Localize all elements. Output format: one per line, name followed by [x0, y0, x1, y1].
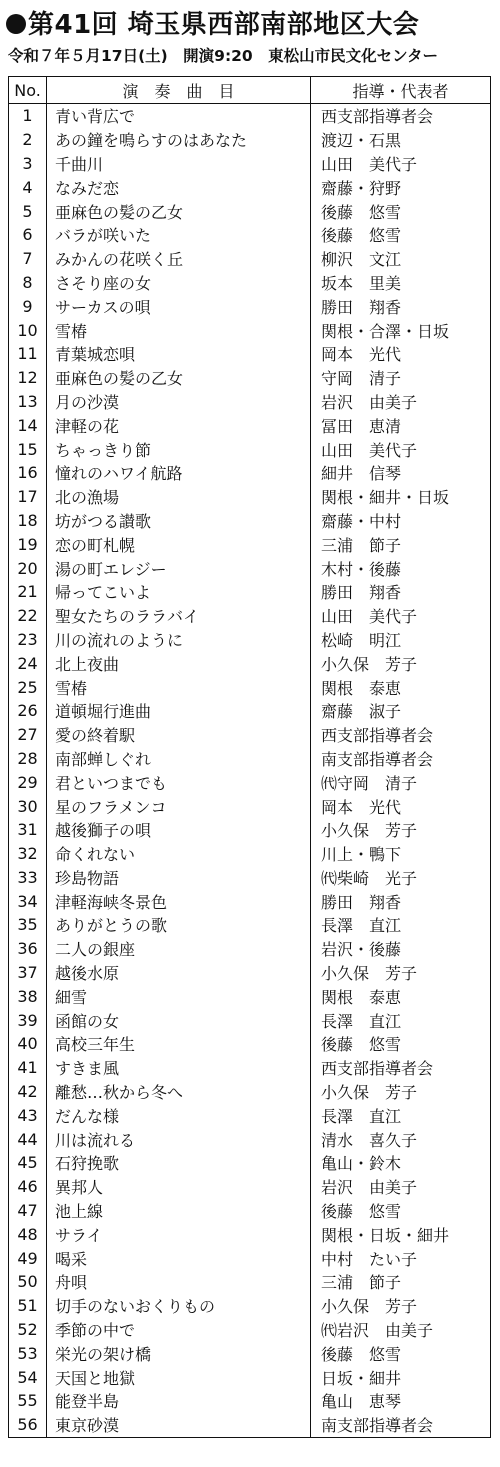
row-number: 16 [9, 461, 47, 485]
row-number: 19 [9, 532, 47, 556]
row-song-title: なみだ恋 [47, 175, 311, 199]
table-row [9, 1008, 491, 1032]
row-leader: 山田 美代子 [321, 607, 418, 627]
row-leader: 木村・後藤 [321, 559, 402, 579]
row-leader: 後藤 悠雪 [321, 226, 402, 246]
row-number: 31 [9, 818, 47, 842]
row-song-title: 二人の銀座 [47, 937, 311, 961]
row-leader: 松崎 明江 [321, 630, 402, 650]
row-song-title: 珍島物語 [47, 866, 311, 890]
row-song-title: すきま風 [47, 1056, 311, 1080]
row-number: 55 [9, 1389, 47, 1413]
row-number: 17 [9, 485, 47, 509]
row-song-title: サーカスの唄 [47, 294, 311, 318]
row-number: 39 [9, 1008, 47, 1032]
row-number: 18 [9, 509, 47, 533]
row-leader: 齋藤 淑子 [321, 702, 402, 722]
row-song-title: 川は流れる [47, 1127, 311, 1151]
row-leader: 山田 美代子 [321, 154, 418, 174]
row-number: 46 [9, 1175, 47, 1199]
row-number: 36 [9, 937, 47, 961]
table-row [9, 1365, 491, 1389]
row-leader: 山田 美代子 [321, 440, 418, 460]
page-title [6, 4, 419, 41]
table-row [9, 104, 491, 128]
row-leader: 清水 喜久子 [321, 1130, 418, 1150]
row-song-title: 雪椿 [47, 675, 311, 699]
table-row [9, 318, 491, 342]
row-song-title: 川の流れのように [47, 628, 311, 652]
table-row [9, 770, 491, 794]
row-leader: 関根・日坂・細井 [321, 1225, 450, 1245]
row-song-title: 函館の女 [47, 1008, 311, 1032]
row-number: 32 [9, 842, 47, 866]
table-row [9, 1389, 491, 1413]
row-leader: 勝田 翔香 [321, 892, 402, 912]
row-leader: 守岡 清子 [321, 369, 402, 389]
row-leader: 関根・合澤・日坂 [321, 321, 450, 341]
row-leader: 岩沢 由美子 [321, 392, 418, 412]
row-song-title: さそり座の女 [47, 271, 311, 295]
row-leader: 長澤 直江 [321, 916, 402, 936]
row-song-title: 命くれない [47, 842, 311, 866]
row-number: 20 [9, 556, 47, 580]
row-number: 13 [9, 390, 47, 414]
row-song-title: 津軽の花 [47, 413, 311, 437]
row-number: 51 [9, 1294, 47, 1318]
row-song-title: 栄光の架け橋 [47, 1341, 311, 1365]
row-song-title: 道頓堀行進曲 [47, 699, 311, 723]
row-leader: 西支部指導者会 [321, 1059, 434, 1079]
table-row [9, 723, 491, 747]
row-number: 47 [9, 1199, 47, 1223]
table-row [9, 128, 491, 152]
row-number: 10 [9, 318, 47, 342]
row-number: 14 [9, 413, 47, 437]
row-song-title: 細雪 [47, 984, 311, 1008]
row-leader: 後藤 悠雪 [321, 202, 402, 222]
row-leader: 後藤 悠雪 [321, 1344, 402, 1364]
row-leader: 後藤 悠雪 [321, 1035, 402, 1055]
row-song-title: 愛の終着駅 [47, 723, 311, 747]
row-leader: 細井 信琴 [321, 464, 402, 484]
row-leader: 齋藤・中村 [321, 511, 402, 531]
row-number: 23 [9, 628, 47, 652]
row-song-title: 亜麻色の髪の乙女 [47, 366, 311, 390]
row-song-title: 池上線 [47, 1199, 311, 1223]
row-leader: 南支部指導者会 [321, 1416, 434, 1436]
table-row [9, 1246, 491, 1270]
row-leader: 川上・鴨下 [321, 845, 402, 865]
row-song-title: 月の沙漠 [47, 390, 311, 414]
row-number: 37 [9, 961, 47, 985]
row-song-title: みかんの花咲く丘 [47, 247, 311, 271]
event-start-time: 開演9:20 [183, 47, 253, 65]
row-song-title: 津軽海峡冬景色 [47, 889, 311, 913]
program-table-body [9, 104, 491, 1438]
row-number: 12 [9, 366, 47, 390]
table-row [9, 509, 491, 533]
row-song-title: 星のフラメンコ [47, 794, 311, 818]
table-row [9, 866, 491, 890]
row-song-title: 季節の中で [47, 1318, 311, 1342]
row-leader: 柳沢 文江 [321, 250, 402, 270]
row-song-title: 石狩挽歌 [47, 1151, 311, 1175]
row-song-title: 越後獅子の唄 [47, 818, 311, 842]
row-leader: 三浦 節子 [321, 535, 402, 555]
table-row [9, 1103, 491, 1127]
table-row [9, 461, 491, 485]
row-leader: 岡本 光代 [321, 797, 402, 817]
row-number: 24 [9, 651, 47, 675]
table-row [9, 294, 491, 318]
table-row [9, 413, 491, 437]
row-leader: 日坂・細井 [321, 1368, 402, 1388]
column-header-number: No. [9, 77, 47, 104]
table-row [9, 1318, 491, 1342]
row-leader: 岩沢・後藤 [321, 940, 402, 960]
row-song-title: 湯の町エレジー [47, 556, 311, 580]
row-number: 4 [9, 175, 47, 199]
row-song-title: 千曲川 [47, 152, 311, 176]
event-venue: 東松山市民文化センター [268, 47, 439, 65]
row-number: 43 [9, 1103, 47, 1127]
table-row [9, 937, 491, 961]
table-row [9, 913, 491, 937]
row-leader: 西支部指導者会 [321, 726, 434, 746]
table-row [9, 437, 491, 461]
table-row [9, 223, 491, 247]
row-song-title: 憧れのハワイ航路 [47, 461, 311, 485]
row-leader: 岩沢 由美子 [321, 1178, 418, 1198]
row-song-title: 北上夜曲 [47, 651, 311, 675]
row-number: 54 [9, 1365, 47, 1389]
table-row [9, 580, 491, 604]
row-number: 33 [9, 866, 47, 890]
bullet-icon [6, 14, 26, 34]
table-row [9, 342, 491, 366]
table-row [9, 889, 491, 913]
row-leader: 長澤 直江 [321, 1106, 402, 1126]
row-leader: 南支部指導者会 [321, 749, 434, 769]
table-row [9, 175, 491, 199]
row-number: 48 [9, 1222, 47, 1246]
row-number: 49 [9, 1246, 47, 1270]
table-row [9, 961, 491, 985]
row-song-title: ちゃっきり節 [47, 437, 311, 461]
row-number: 8 [9, 271, 47, 295]
row-song-title: 喝采 [47, 1246, 311, 1270]
table-row [9, 532, 491, 556]
row-leader: 亀山 恵琴 [321, 1392, 402, 1412]
row-number: 5 [9, 199, 47, 223]
table-row [9, 1080, 491, 1104]
table-row [9, 390, 491, 414]
row-song-title: 帰ってこいよ [47, 580, 311, 604]
row-song-title: 能登半島 [47, 1389, 311, 1413]
row-number: 34 [9, 889, 47, 913]
table-row [9, 1270, 491, 1294]
column-header-song: 演 奏 曲 目 [47, 77, 311, 104]
row-number: 3 [9, 152, 47, 176]
row-song-title: 恋の町札幌 [47, 532, 311, 556]
row-leader: 小久保 芳子 [321, 1297, 418, 1317]
table-row [9, 1413, 491, 1437]
table-row [9, 366, 491, 390]
event-date: 令和７年５月17日(土) [8, 47, 168, 65]
table-row [9, 1294, 491, 1318]
row-number: 26 [9, 699, 47, 723]
row-number: 1 [9, 104, 47, 128]
table-row [9, 271, 491, 295]
row-song-title: バラが咲いた [47, 223, 311, 247]
row-song-title: 坊がつる讃歌 [47, 509, 311, 533]
table-row [9, 794, 491, 818]
row-number: 21 [9, 580, 47, 604]
program-table [8, 76, 491, 1438]
row-song-title: 舟唄 [47, 1270, 311, 1294]
row-leader: 西支部指導者会 [321, 107, 434, 127]
row-song-title: 青葉城恋唄 [47, 342, 311, 366]
table-row [9, 1032, 491, 1056]
table-row [9, 628, 491, 652]
event-info [8, 44, 448, 66]
row-song-title: 聖女たちのララバイ [47, 604, 311, 628]
row-number: 15 [9, 437, 47, 461]
row-song-title: 北の漁場 [47, 485, 311, 509]
table-row [9, 556, 491, 580]
table-row [9, 699, 491, 723]
column-header-leader: 指導・代表者 [311, 77, 491, 104]
row-song-title: 青い背広で [47, 104, 311, 128]
table-row [9, 747, 491, 771]
row-number: 9 [9, 294, 47, 318]
row-song-title: 南部蝉しぐれ [47, 747, 311, 771]
row-leader: 勝田 翔香 [321, 297, 402, 317]
row-leader: 渡辺・石黒 [321, 131, 402, 151]
row-leader: 小久保 芳子 [321, 1083, 418, 1103]
row-leader: 関根 泰恵 [321, 678, 402, 698]
table-row [9, 485, 491, 509]
table-row [9, 1127, 491, 1151]
row-number: 40 [9, 1032, 47, 1056]
row-leader: 関根 泰恵 [321, 987, 402, 1007]
row-number: 35 [9, 913, 47, 937]
table-row [9, 247, 491, 271]
row-leader: 三浦 節子 [321, 1273, 402, 1293]
row-number: 27 [9, 723, 47, 747]
table-header-row [9, 77, 491, 104]
row-song-title: 亜麻色の髪の乙女 [47, 199, 311, 223]
table-row [9, 604, 491, 628]
row-song-title: 越後水原 [47, 961, 311, 985]
title-text: 第41回 埼玉県西部南部地区大会 [28, 10, 420, 40]
table-row [9, 199, 491, 223]
row-song-title: だんな様 [47, 1103, 311, 1127]
table-row [9, 842, 491, 866]
row-song-title: 天国と地獄 [47, 1365, 311, 1389]
row-song-title: ありがとうの歌 [47, 913, 311, 937]
row-song-title: あの鐘を鳴らすのはあなた [47, 128, 311, 152]
table-row [9, 1056, 491, 1080]
table-row [9, 651, 491, 675]
row-song-title: 異邦人 [47, 1175, 311, 1199]
row-number: 22 [9, 604, 47, 628]
row-song-title: 君といつまでも [47, 770, 311, 794]
row-leader: 小久保 芳子 [321, 964, 418, 984]
row-leader: ㈹柴崎 光子 [321, 868, 418, 888]
table-row [9, 675, 491, 699]
row-song-title: 東京砂漠 [47, 1413, 311, 1437]
row-number: 29 [9, 770, 47, 794]
row-leader: ㈹守岡 清子 [321, 773, 418, 793]
row-song-title: 雪椿 [47, 318, 311, 342]
row-number: 42 [9, 1080, 47, 1104]
table-row [9, 152, 491, 176]
row-number: 11 [9, 342, 47, 366]
row-number: 44 [9, 1127, 47, 1151]
row-number: 56 [9, 1413, 47, 1437]
row-number: 53 [9, 1341, 47, 1365]
row-leader: 勝田 翔香 [321, 583, 402, 603]
row-leader: 岡本 光代 [321, 345, 402, 365]
table-row [9, 1341, 491, 1365]
row-number: 50 [9, 1270, 47, 1294]
row-leader: 小久保 芳子 [321, 821, 418, 841]
row-number: 6 [9, 223, 47, 247]
row-number: 41 [9, 1056, 47, 1080]
row-leader: 後藤 悠雪 [321, 1202, 402, 1222]
table-row [9, 1175, 491, 1199]
row-number: 45 [9, 1151, 47, 1175]
row-leader: 齋藤・狩野 [321, 178, 402, 198]
row-leader: 関根・細井・日坂 [321, 488, 450, 508]
row-number: 52 [9, 1318, 47, 1342]
row-leader: 坂本 里美 [321, 273, 402, 293]
row-song-title: 高校三年生 [47, 1032, 311, 1056]
row-number: 25 [9, 675, 47, 699]
row-number: 38 [9, 984, 47, 1008]
table-row [9, 984, 491, 1008]
row-leader: 亀山・鈴木 [321, 1154, 402, 1174]
row-leader: 小久保 芳子 [321, 654, 418, 674]
row-number: 7 [9, 247, 47, 271]
row-leader: 冨田 恵清 [321, 416, 402, 436]
table-row [9, 1222, 491, 1246]
row-leader: ㈹岩沢 由美子 [321, 1321, 434, 1341]
row-leader: 長澤 直江 [321, 1011, 402, 1031]
row-song-title: 離愁…秋から冬へ [47, 1080, 311, 1104]
table-row [9, 1151, 491, 1175]
row-number: 28 [9, 747, 47, 771]
row-leader: 中村 たい子 [321, 1249, 418, 1269]
row-number: 30 [9, 794, 47, 818]
row-song-title: 切手のないおくりもの [47, 1294, 311, 1318]
row-number: 2 [9, 128, 47, 152]
table-row [9, 1199, 491, 1223]
row-song-title: サライ [47, 1222, 311, 1246]
table-row [9, 818, 491, 842]
